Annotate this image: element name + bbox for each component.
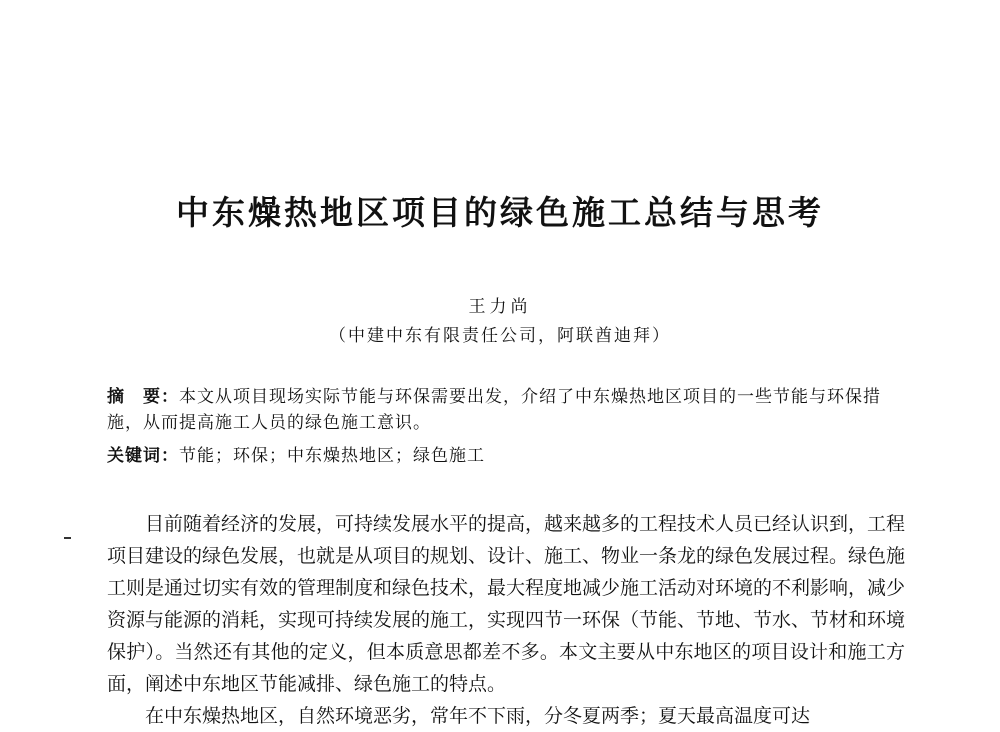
author-affiliation: （中建中东有限责任公司，阿联酋迪拜）	[329, 326, 671, 346]
body-text	[107, 508, 905, 732]
keywords-text: 节能；环保；中东燥热地区；绿色施工	[179, 446, 485, 466]
keywords-label: 关键词：	[107, 446, 179, 466]
abstract	[107, 384, 907, 436]
paper-title: 中东燥热地区项目的绿色施工总结与思考	[176, 193, 824, 232]
abstract-label: 摘 要：	[107, 387, 179, 407]
body-paragraph: 目前随着经济的发展，可持续发展水平的提高，越来越多的工程技术人员已经认识到，工程项目建设的绿色发展，也就是从项目的规划、设计、施工、物业一条龙的绿色发展过程。绿色施工则是通过切实有效的管理制度和绿色技术，最大程度地减少施工活动对环境的不利影响，减少资源与能源的消耗，实现可持续发展的施工，实现四节一环保（节能、节地、节水、节材和环境保护）。当然还有其他的定义，但本质意思都差不多。本文主要从中东地区的项目设计和施工方面，阐述中东地区节能减排、绿色施工的特点。	[107, 513, 906, 695]
keywords	[107, 443, 907, 469]
author-name: 王力尚	[468, 297, 532, 317]
scan-artifact	[64, 537, 71, 539]
abstract-text: 本文从项目现场实际节能与环保需要出发，介绍了中东燥热地区项目的一些节能与环保措施，从而提高施工人员的绿色施工意识。	[107, 387, 881, 433]
body-paragraph: 在中东燥热地区，自然环境恶劣，常年不下雨，分冬夏两季；夏天最高温度可达	[145, 705, 811, 727]
